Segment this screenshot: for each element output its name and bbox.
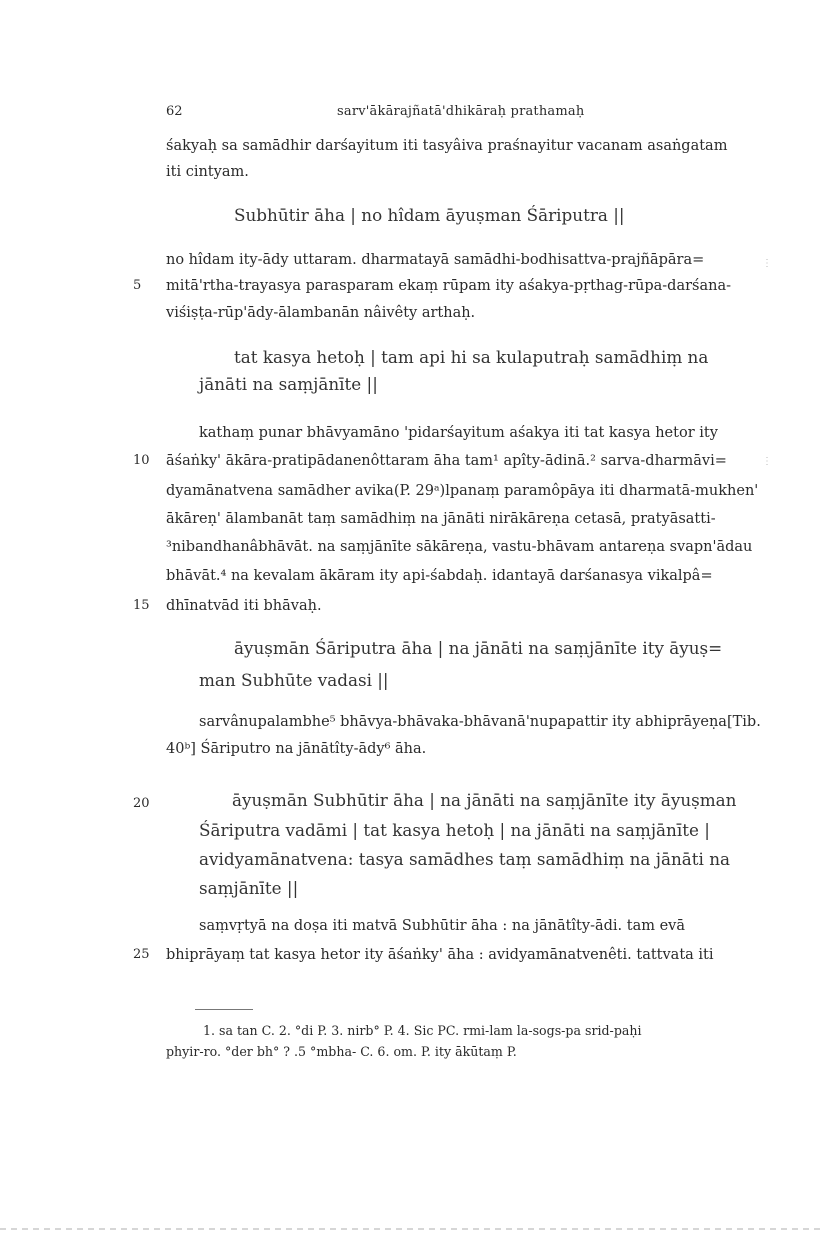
- sutra-line: Subhūtir āha | no hîdam āyuṣman Śāriputra ||: [234, 205, 625, 225]
- line-number: 15: [133, 598, 150, 613]
- text-line: bhāvāt.⁴ na kevalam ākāram ity api-śabdaḥ. idantayā darśanasya vikalpâ=: [166, 568, 713, 584]
- sutra-line: saṃjānīte ||: [199, 878, 299, 898]
- sutra-line: Śāriputra vadāmi | tat kasya hetoḥ | na jānāti na saṃjānīte |: [199, 820, 710, 840]
- sutra-line: āyuṣmān Śāriputra āha | na jānāti na saṃjānīte ity āyuṣ=: [234, 638, 723, 658]
- line-number: 25: [133, 947, 150, 962]
- text-line: dyamānatvena samādher avika(P. 29ᵃ)lpanaṃ paramôpāya iti dharmatā-mukhen': [166, 483, 759, 499]
- text-line: āśaṅky' ākāra-pratipādanenôttaram āha tam¹ apîty-ādinā.² sarva-dharmāvi=: [166, 453, 727, 469]
- sutra-line: jānāti na saṃjānīte ||: [199, 374, 378, 394]
- text-line: no hîdam ity-ādy uttaram. dharmatayā samādhi-bodhisattva-prajñāpāra=: [166, 252, 705, 268]
- footnote-line: 1. sa tan C. 2. °di P. 3. nirb° P. 4. Sic PC. rmi-lam la-sogs-pa srid-paḥi: [203, 1023, 642, 1038]
- text-line: śakyaḥ sa samādhir darśayitum iti tasyâiva praśnayitur vacanam asaṅgatam: [166, 138, 728, 154]
- sutra-line: avidyamānatvena: tasya samādhes taṃ samādhiṃ na jānāti na: [199, 849, 731, 869]
- line-number: 10: [133, 453, 150, 468]
- footnote-rule: [195, 1009, 253, 1010]
- text-line: ākāreṇ' ālambanāt taṃ samādhiṃ na jānāti nirākāreṇa cetasā, pratyāsatti-: [166, 511, 716, 527]
- text-line: kathaṃ punar bhāvyamāno 'pidarśayitum aśakya iti tat kasya hetor ity: [199, 425, 718, 441]
- line-number: 20: [133, 796, 150, 811]
- sutra-line: tat kasya hetoḥ | tam api hi sa kulaputraḥ samādhiṃ na: [234, 347, 709, 367]
- scan-edge-artifact: [0, 1228, 822, 1230]
- sutra-line: āyuṣmān Subhūtir āha | na jānāti na saṃjānīte ity āyuṣman: [232, 790, 737, 810]
- scan-speck: ⋮: [762, 258, 772, 269]
- text-line: viśiṣṭa-rūp'ādy-ālambanān nâivêty arthaḥ.: [166, 305, 476, 321]
- text-line: iti cintyam.: [166, 164, 249, 180]
- text-line: bhiprāyaṃ tat kasya hetor ity āśaṅky' āha : avidyamānatvenêti. tattvata iti: [166, 947, 714, 963]
- running-title: sarv'ākārajñatā'dhikāraḥ prathamaḥ: [337, 104, 585, 119]
- line-number: 5: [133, 278, 142, 293]
- footnote-line: phyir-ro. °der bh° ? .5 °mbha- C. 6. om. P. ity ākūtaṃ P.: [166, 1044, 517, 1059]
- text-line: saṃvṛtyā na doṣa iti matvā Subhūtir āha : na jānātîty-ādi. tam evā: [199, 918, 686, 934]
- text-line: sarvânupalambhe⁵ bhāvya-bhāvaka-bhāvanā'nupapattir ity abhiprāyeṇa[Tib.: [199, 714, 761, 730]
- text-line: 40ᵇ] Śāriputro na jānātîty-ādy⁶ āha.: [166, 741, 427, 757]
- text-line: ³nibandhanâbhāvāt. na saṃjānīte sākāreṇa, vastu-bhāvam antareṇa svapn'ādau: [166, 539, 753, 555]
- page-number: 62: [166, 104, 183, 119]
- scan-speck: ⋮: [762, 456, 772, 467]
- text-line: mitā'rtha-trayasya parasparam ekaṃ rūpam ity aśakya-pṛthag-rūpa-darśana-: [166, 278, 731, 294]
- sutra-line: man Subhūte vadasi ||: [199, 670, 389, 690]
- text-line: dhīnatvād iti bhāvaḥ.: [166, 598, 322, 614]
